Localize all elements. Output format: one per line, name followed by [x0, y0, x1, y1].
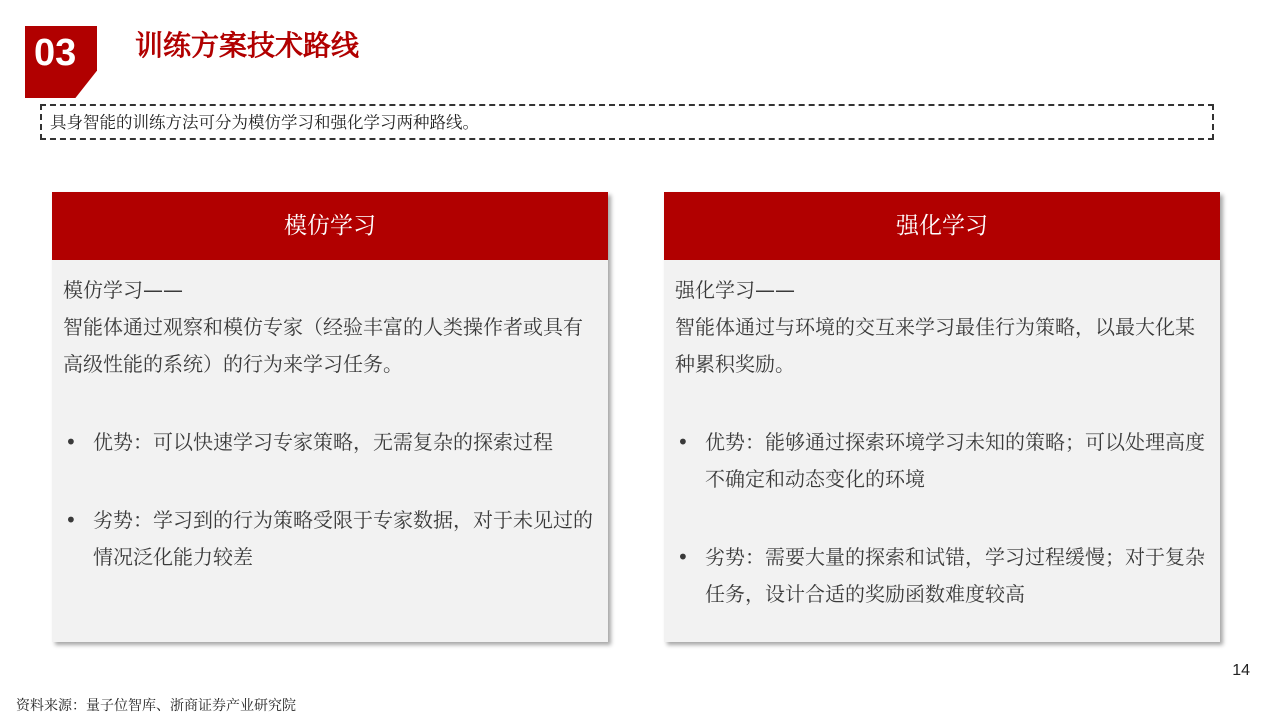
bullet-list — [675, 539, 1208, 613]
panel-intro: 模仿学习—— — [63, 278, 183, 302]
reinforcement-learning-panel — [664, 192, 1220, 642]
summary-box — [40, 104, 1214, 140]
panel-intro: 强化学习—— — [675, 278, 795, 302]
panel-title: 强化学习 — [664, 192, 1220, 260]
bullet-icon: • — [677, 430, 689, 454]
section-number: 03 — [34, 32, 77, 74]
bullet-icon: • — [677, 545, 689, 569]
summary-text: 具身智能的训练方法可分为模仿学习和强化学习两种路线。 — [50, 113, 479, 132]
panel-title: 模仿学习 — [52, 192, 608, 260]
bullet-icon: • — [65, 430, 77, 454]
page-title: 训练方案技术路线 — [135, 29, 360, 62]
panel-body — [52, 260, 608, 576]
bullet-list — [675, 424, 1208, 498]
bullet-item-advantage — [675, 424, 1208, 498]
panel-description: 智能体通过观察和模仿专家（经验丰富的人类操作者或具有高级性能的系统）的行为来学习任务。 — [63, 315, 583, 376]
bullet-text: 劣势：需要大量的探索和试错，学习过程缓慢；对于复杂任务，设计合适的奖励函数难度较高 — [705, 545, 1205, 606]
bullet-list — [63, 502, 596, 576]
bullet-text: 优势：能够通过探索环境学习未知的策略；可以处理高度不确定和动态变化的环境 — [705, 430, 1205, 491]
bullet-list — [63, 424, 596, 461]
bullet-text: 劣势：学习到的行为策略受限于专家数据，对于未见过的情况泛化能力较差 — [93, 508, 593, 569]
bullet-icon: • — [65, 508, 77, 532]
panel-body — [664, 260, 1220, 613]
imitation-learning-panel — [52, 192, 608, 642]
bullet-item-advantage — [63, 424, 596, 461]
page-number: 14 — [1232, 662, 1250, 679]
panel-description: 智能体通过与环境的交互来学习最佳行为策略，以最大化某种累积奖励。 — [675, 315, 1195, 376]
bullet-item-disadvantage — [63, 502, 596, 576]
source-note: 资料来源：量子位智库、浙商证券产业研究院 — [16, 698, 296, 714]
bullet-text: 优势：可以快速学习专家策略，无需复杂的探索过程 — [93, 430, 553, 454]
bullet-item-disadvantage — [675, 539, 1208, 613]
